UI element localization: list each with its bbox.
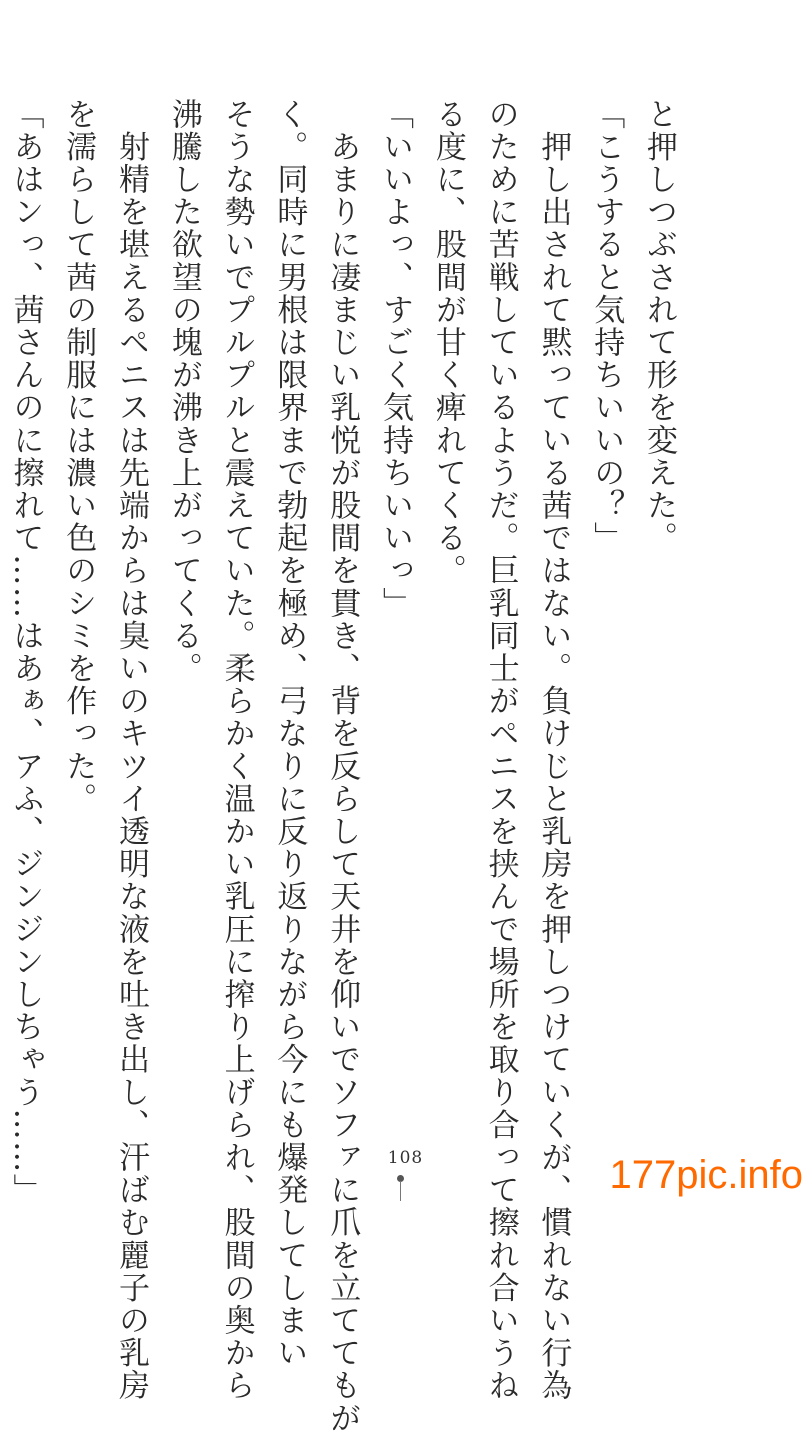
watermark: 177pic.info <box>609 1153 803 1197</box>
text-column: 射精を堪えるペニスは先端からは臭いのキツイ透明な液を吐き出し、汗ばむ麗子の乳房 <box>113 98 150 1402</box>
text-column: と押しつぶされて形を変えた。 <box>641 98 677 555</box>
text-column: あまりに凄まじい乳悦が股間を貫き、背を反らして天井を仰いでソファに爪を立ててもが <box>324 98 361 1435</box>
text-column: る度に、股間が甘く痺れてくる。 <box>429 98 466 587</box>
marker-line <box>400 1181 401 1201</box>
text-column: 「いいよっ、すごく気持ちいいっ」 <box>377 98 414 620</box>
text-column: 「あはンっ、茜さんのに擦れて……はあぁ、アふ、ジンジンしちゃう……」 <box>7 98 44 1207</box>
text-column: く。同時に男根は限界まで勃起を極め、弓なりに反り返りながら今にも爆発してしまい <box>271 98 308 1370</box>
page-number: 108 <box>387 1148 424 1168</box>
text-column: のために苦戦しているようだ。巨乳同士がペニスを挟んで場所を取り合って擦れ合いうね <box>482 98 519 1402</box>
text-column: 押し出されて黙っている茜ではない。負けじと乳房を押しつけていくが、慣れない行為 <box>535 98 572 1402</box>
page-marker-pin-icon <box>398 1175 403 1200</box>
text-column: 沸騰した欲望の塊が沸き上がってくる。 <box>165 98 202 685</box>
text-column: を濡らして茜の制服には濃い色のシミを作った。 <box>60 98 97 816</box>
text-column: そうな勢いでプルプルと震えていた。柔らかく温かい乳圧に搾り上げられ、股間の奥から <box>218 98 255 1402</box>
text-column: 「こうすると気持ちいいの？」 <box>588 98 625 555</box>
